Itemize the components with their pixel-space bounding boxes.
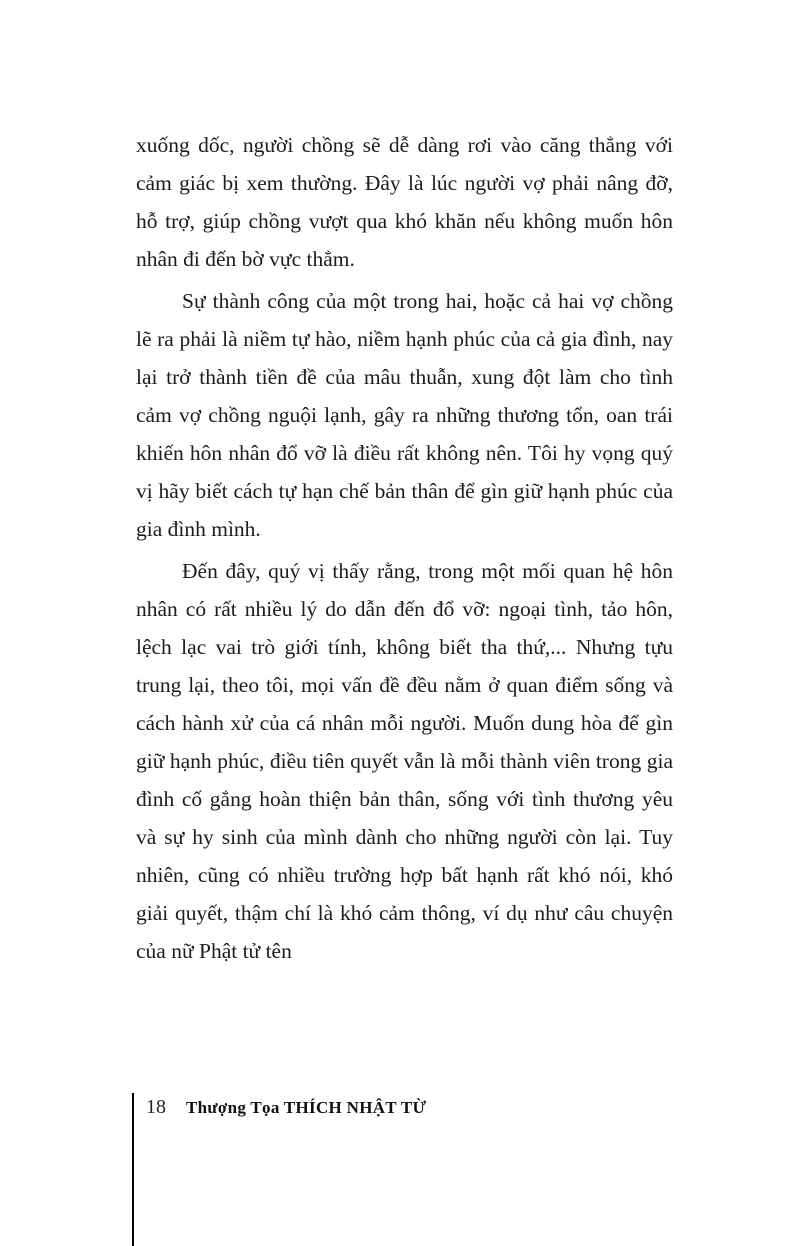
- body-paragraph: Sự thành công của một trong hai, hoặc cả hai vợ chồng lẽ ra phải là niềm tự hào, niềm hạnh phúc của cả gia đình, nay lại trở thành tiền đề của mâu thuẫn, xung đột làm cho tình cảm vợ chồng nguội lạnh, gây ra những thương tổn, oan trái khiến hôn nhân đổ vỡ là điều rất không nên. Tôi hy vọng quý vị hãy biết cách tự hạn chế bản thân để gìn giữ hạnh phúc của gia đình mình.: [136, 289, 673, 541]
- text-block: [136, 126, 673, 974]
- body-paragraph: Đến đây, quý vị thấy rằng, trong một mối quan hệ hôn nhân có rất nhiều lý do dẫn đến đổ vỡ: ngoại tình, tảo hôn, lệch lạc vai trò giới tính, không biết tha thứ,... Nhưng tựu trung lại, theo tôi, mọi vấn đề đều nằm ở quan điểm sống và cách hành xử của cá nhân mỗi người. Muốn dung hòa để gìn giữ hạnh phúc, điều tiên quyết vẫn là mỗi thành viên trong gia đình cố gắng hoàn thiện bản thân, sống với tình thương yêu và sự hy sinh của mình dành cho những người còn lại. Tuy nhiên, cũng có nhiều trường hợp bất hạnh rất khó nói, khó giải quyết, thậm chí là khó cảm thông, ví dụ như câu chuyện của nữ Phật tử tên: [136, 559, 673, 963]
- page-number: 18: [146, 1096, 166, 1118]
- body-paragraph: xuống dốc, người chồng sẽ dễ dàng rơi vào căng thẳng với cảm giác bị xem thường. Đây là lúc người vợ phải nâng đỡ, hỗ trợ, giúp chồng vượt qua khó khăn nếu không muốn hôn nhân đi đến bờ vực thẳm.: [136, 133, 673, 271]
- page-footer: [146, 1096, 426, 1119]
- footer-rule: [132, 1093, 134, 1246]
- running-title: Thượng Tọa THÍCH NHẬT TỪ: [186, 1098, 427, 1117]
